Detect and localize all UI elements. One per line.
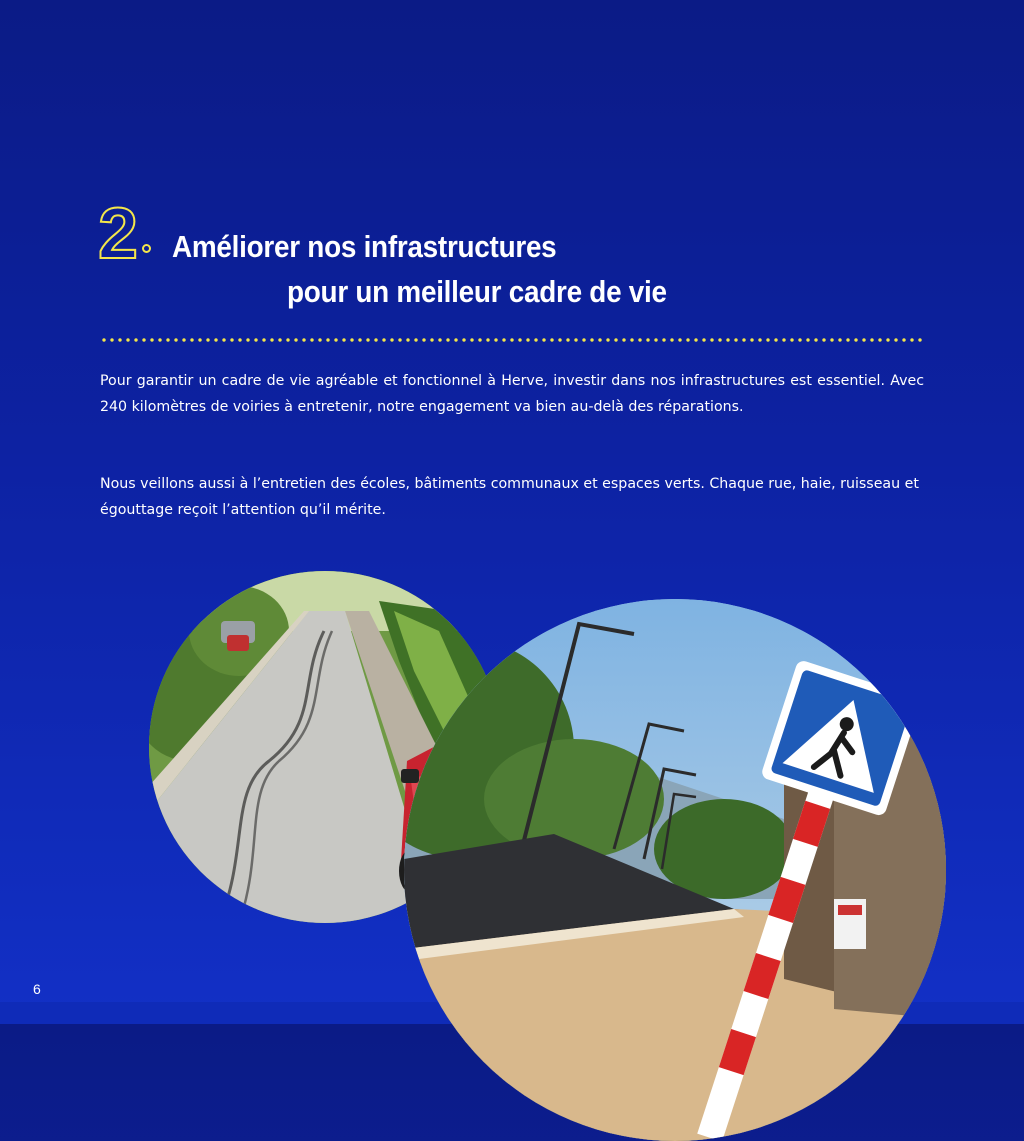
section-number: 2: [98, 194, 137, 274]
section-title-line2: pour un meilleur cadre de vie: [287, 274, 667, 309]
body-paragraph-1: Pour garantir un cadre de vie agréable et fonctionnel à Herve, investir dans nos infrastructures est essentiel. Avec 240 kilomètres de voiries à entretenir, notre engagement va bien au-delà des réparations.: [100, 373, 924, 415]
body-paragraph-2: Nous veillons aussi à l’entretien des écoles, bâtiments communaux et espaces verts. Chaque rue, haie, ruisseau et égouttage reçoit l’attention qu’il mérite.: [100, 476, 919, 518]
section-number-dot: [142, 244, 151, 253]
section-title-line1: Améliorer nos infrastructures: [172, 229, 557, 264]
page-number: 6: [33, 981, 41, 997]
crosswalk-sign-photo: [404, 599, 946, 1141]
dotted-divider: [100, 337, 924, 343]
